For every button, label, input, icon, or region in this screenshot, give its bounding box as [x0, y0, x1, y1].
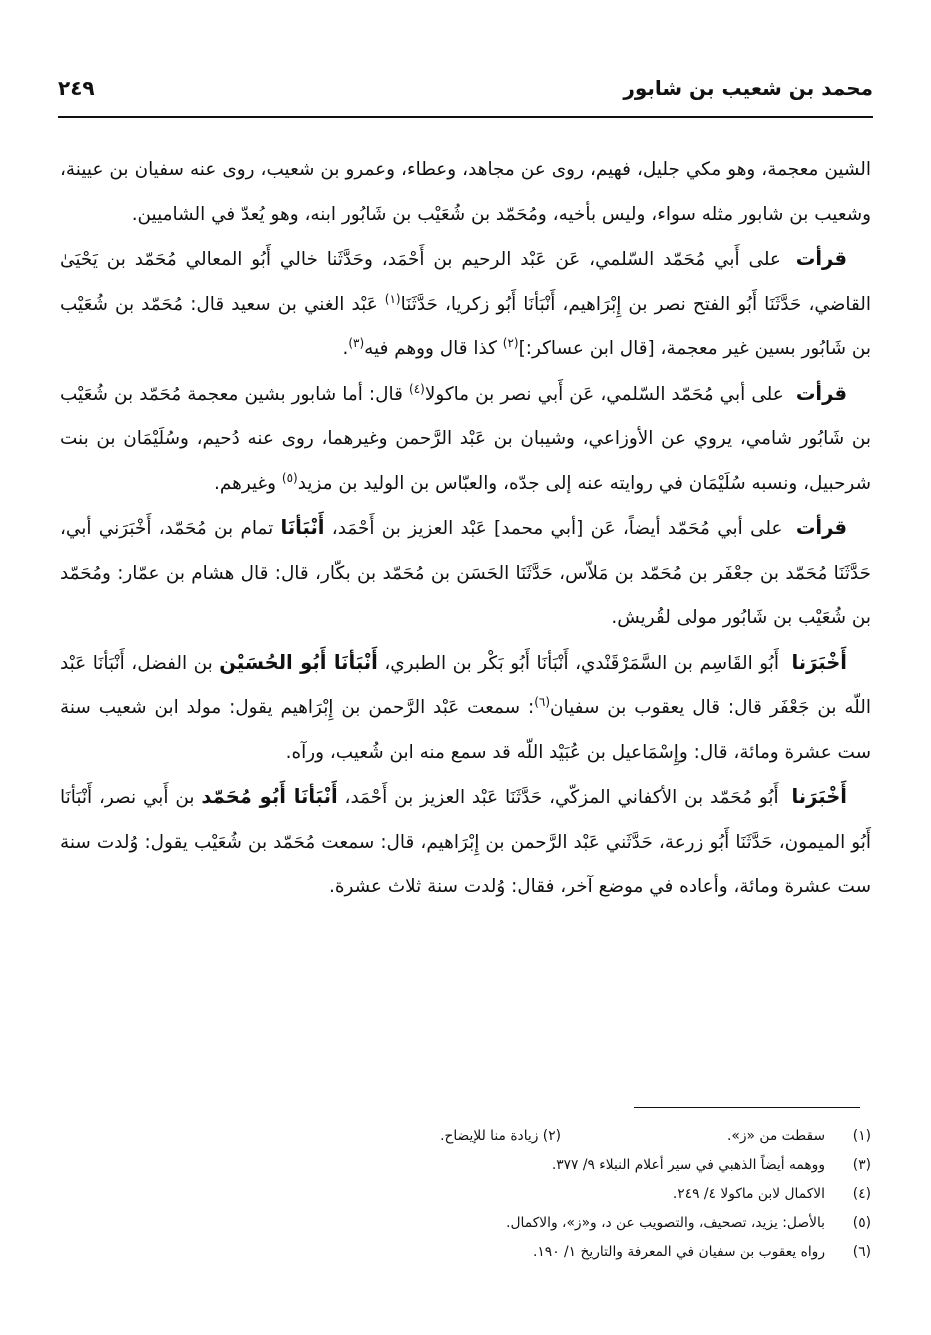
footnote-ref-5[interactable]: (٥) — [281, 470, 298, 485]
footnote-number: (١) — [852, 1128, 871, 1144]
footnote-2 — [440, 1122, 561, 1151]
text-line: وغيرهم. — [214, 472, 277, 494]
paragraph-lead-word: قرأت — [795, 381, 848, 405]
footnote-ref-2[interactable]: (٢) — [502, 335, 519, 350]
paragraph-4 — [60, 506, 871, 641]
footnote-3 — [200, 1151, 871, 1180]
text-line: جدّه، والعبّاس بن الوليد بن مزيد — [297, 472, 540, 494]
text-line: عنه سفيان بن عيينة، وشعيب بن شابور مثله سواء، وليس بأخيه، ومُحَمّد بن شُعَيْب بن — [60, 159, 871, 225]
text-line: شَابُور ابنه، وهو يُعدّ في الشاميين. — [131, 203, 387, 225]
text-line: الغني بن سعيد قال: مُحَمّد بن شُعَيْب بن شَابُور بسين غير معجمة، [قال ابن عساكر:] — [60, 293, 871, 359]
text-line: الشين معجمة، وهو مكي جليل، فهيم، روى عن مجاهد، وعطاء، وعمرو بن شعيب، روى — [222, 159, 871, 180]
footnote-text: زيادة منا للإيضاح. — [440, 1128, 539, 1144]
text-line: مُحَمّد بن شُعَيْب يقول: وُلدت سنة ست عشرة ومائة، وأعاده في موضع آخر، فقال: وُلدت — [60, 831, 871, 897]
footnote-text: الاكمال لابن ماكولا ٤/ ٢٤٩. — [672, 1186, 825, 1202]
footnote-4 — [200, 1180, 871, 1209]
text-line: قال: أما شابور بشين — [244, 383, 403, 405]
text-line: تمام بن — [214, 518, 274, 539]
footnote-number: (٦) — [852, 1244, 871, 1260]
text-line: أَبي نصر، أَنْبَأنَا أَبُو الميمون، حَدَّثَنَا أَبُو زرعة، حَدَّثَني عَبْد الرَّحمن بن إِبْرَاهيم، قال: سمعت — [60, 787, 871, 853]
page-number: ٢٤٩ — [58, 76, 95, 100]
main-text — [60, 148, 871, 910]
text-line: بكّار، قال: قال هشام بن عمّار: ومُحَمّد بن شُعَيْب بن شَابُور مولى لقُريش. — [60, 562, 871, 628]
footnote-number: (٤) — [852, 1186, 871, 1202]
text-line: معجمة مُحَمّد بن شُعَيْب بن شَابُور شامي، يروي عن الأوزاعي، وشيبان بن عَبْد الرَّحمن — [60, 383, 871, 449]
footnote-ref-3[interactable]: (٣) — [348, 335, 365, 350]
text-line: قال ووهم فيه — [364, 338, 468, 359]
text-line: بن — [193, 652, 213, 674]
footnote-1-2 — [200, 1122, 871, 1151]
footnote-number: (٢) — [542, 1128, 561, 1144]
footnote-6 — [200, 1238, 871, 1267]
paragraph-5 — [60, 641, 871, 776]
text-line: أَبُو القَاسِم بن السَّمَرْقَنْدي، أَنْبَأنَا أَبُو بَكْر بن الطبري، — [384, 652, 779, 674]
text-line: وغيرهما، روى عنه دُحيم، وسُلَيْمَان بن بنت شرحبيل، ونسبه سُلَيْمَان في روايته عنه إلى — [60, 428, 871, 494]
paragraph-1 — [60, 148, 871, 237]
paragraph-2 — [60, 237, 871, 372]
running-title: محمد بن شعيب بن شابور — [623, 76, 873, 100]
bold-phrase: أَنْبَأنَا أَبُو مُحَمّد — [201, 785, 338, 808]
text-line: بن — [175, 787, 195, 808]
paragraph-3 — [60, 372, 871, 507]
bold-phrase: أَنْبَأنَا أَبُو الحُسَيْن — [219, 650, 378, 674]
page-header — [58, 72, 873, 118]
footnotes-divider — [634, 1107, 860, 1108]
footnote-text: ووهمه أيضاً الذهبي في سير أعلام النبلاء ٩/ ٣٧٧. — [551, 1157, 825, 1173]
text-line: عَبْد — [351, 293, 378, 315]
paragraph-lead-word: قرأت — [795, 516, 847, 539]
paragraph-6 — [60, 775, 871, 910]
text-line: كذا — [473, 338, 497, 359]
text-line: مُحَمّد بن يَحْيَىٰ القاضي، حَدَّثَنَا أَبُو الفتح نصر بن إِبْرَاهيم، أَنْبَأنَا أَبُو زكريا، حَدَّثَنَا — [60, 249, 871, 315]
text-line: الفضل، أَنْبَأنَا عَبْد اللّه بن جَعْفَر قال: قال يعقوب بن سفيان — [60, 652, 871, 718]
paragraph-lead-word: أَخْبَرَنا — [791, 785, 847, 808]
paragraph-lead-word: أَخْبَرَنا — [791, 650, 847, 674]
footnote-number: (٣) — [852, 1157, 871, 1173]
text-line: . — [342, 338, 349, 359]
footnote-text: سقطت من «ز». — [727, 1128, 825, 1144]
text-line: على أَبي مُحَمّد السّلمي، عَن عَبْد الرحيم بن أَحْمَد، وحَدَّثَنا خالي أَبُو المعالي — [185, 249, 781, 270]
text-line: على أبي مُحَمّد السّلمي، عَن أَبي نصر بن ماكولا — [424, 383, 784, 405]
footnote-ref-1[interactable]: (١) — [384, 291, 401, 306]
text-line: سنة ثلاث عشرة. — [329, 876, 458, 897]
text-line: : سمعت عَبْد الرَّحمن بن — [341, 697, 535, 718]
footnote-ref-6[interactable]: (٦) — [534, 694, 551, 709]
paragraph-lead-word: قرأت — [795, 247, 847, 270]
footnote-text: رواه يعقوب بن سفيان في المعرفة والتاريخ ١/ ١٩٠. — [533, 1244, 825, 1260]
text-line: على أبي مُحَمّد أيضاً، عَن [أبي محمد] عَبْد العزيز بن أَحْمَد، — [331, 518, 783, 539]
footnotes — [200, 1122, 871, 1267]
footnote-ref-4[interactable]: (٤) — [409, 381, 425, 396]
bold-phrase: أَنْبَأنَا — [280, 516, 325, 539]
text-line: مُحَمّد، أَخْبَرَني أبي، حَدَّثَنَا مُحَمّد بن جعْفَر بن مُحَمّد بن مَلاّس، حَدَّثَنَا الحَسَن بن مُحَمّد بن — [60, 518, 871, 584]
text-line: منه ابن شُعيب، ورآه. — [285, 741, 445, 763]
text-line: أَبُو مُحَمّد بن الأكفاني المزكّي، حَدَّثَنَا عَبْد العزيز بن أَحْمَد، — [344, 787, 779, 808]
footnote-number: (٥) — [852, 1215, 871, 1231]
footnote-text: بالأصل: يزيد، تصحيف، والتصويب عن د، و«ز»، والاكمال. — [506, 1215, 825, 1231]
footnote-5 — [200, 1209, 871, 1238]
text-line: إِبْرَاهيم يقول: مولد ابن شعيب سنة ست عشرة ومائة، قال: وإِسْمَاعيل بن عُبَيْد اللّه قد سمع — [60, 697, 871, 763]
